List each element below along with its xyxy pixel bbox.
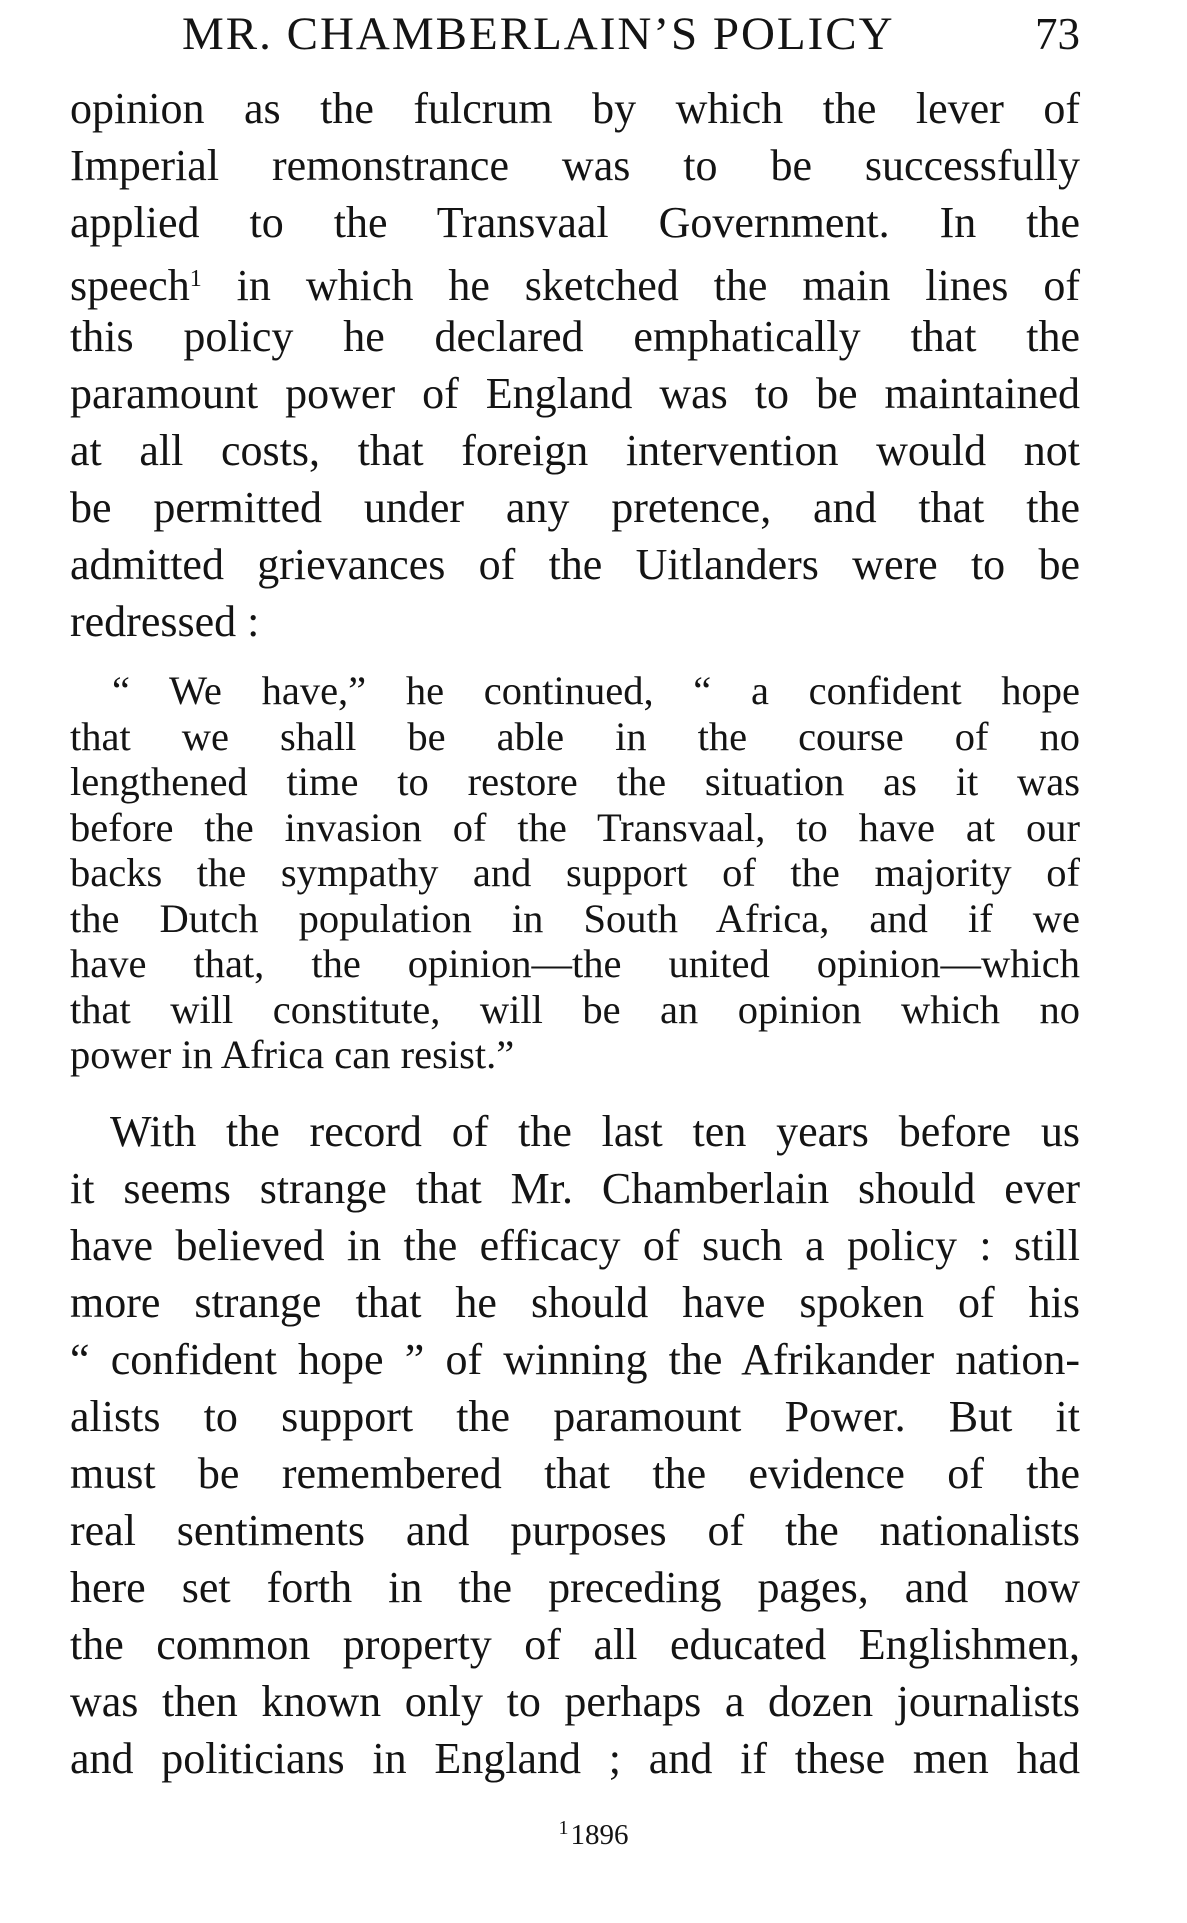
quote-line: that we shall be able in the course of no [70,713,1080,759]
text-line: “ confident hope ” of winning the Afrikander nation- [70,1335,1080,1384]
text-line: it seems strange that Mr. Chamberlain should ever [70,1164,1080,1213]
text-line: be permitted under any pretence, and that the [70,483,1080,532]
running-head [70,4,1080,64]
quote-line: that will constitute, will be an opinion which no [70,986,1080,1032]
page-number: 73 [1035,9,1080,59]
text-line: applied to the Transvaal Government. In the [70,198,1080,247]
text-line: Imperial remonstrance was to be successfully [70,141,1080,190]
footnote [0,1810,1187,1853]
text-line: at all costs, that foreign intervention would not [70,426,1080,475]
paragraph-2 [70,1103,1080,1787]
text-line: this policy he declared emphatically that the [70,312,1080,361]
text-line: alists to support the paramount Power. But it [70,1392,1080,1441]
quote-line: before the invasion of the Transvaal, to have at our [70,804,1080,850]
quote-line: backs the sympathy and support of the majority of [70,850,1080,895]
text-line: was then known only to perhaps a dozen journalists [70,1677,1080,1726]
text-fragment: speech [70,261,190,310]
paragraph-1 [70,80,1080,650]
text-line: opinion as the fulcrum by which the lever of [70,84,1080,133]
text-line: must be remembered that the evidence of the [70,1449,1080,1498]
text-line: here set forth in the preceding pages, and now [70,1563,1080,1612]
text-line: the common property of all educated Englishmen, [70,1620,1080,1669]
text-line: more strange that he should have spoken of his [70,1278,1080,1327]
quote-line: the Dutch population in South Africa, and if we [70,895,1080,941]
text-line: and politicians in England ; and if these men had [70,1734,1080,1783]
footnote-reference: 1 [189,266,202,292]
block-quote [70,668,1080,1078]
text-line: redressed : [70,597,260,646]
quote-line: have that, the opinion—the united opinion—which [70,941,1080,986]
text-line: have believed in the efficacy of such a policy : still [70,1221,1080,1270]
text-fragment: in which he sketched the main lines of [236,261,1080,310]
quote-line: “ We have,” he continued, “ a confident hope [112,668,1080,713]
text-line-with-footnote [70,251,1080,308]
footnote-text: 1896 [570,1819,629,1851]
text-line: real sentiments and purposes of the nationalists [70,1506,1080,1555]
text-line: With the record of the last ten years before us [110,1107,1080,1156]
text-line: paramount power of England was to be maintained [70,369,1080,418]
footnote-mark: 1 [558,1817,569,1839]
quote-line: power in Africa can resist.” [70,1032,515,1077]
quote-line: lengthened time to restore the situation as it was [70,759,1080,804]
text-line: admitted grievances of the Uitlanders were to be [70,540,1080,589]
running-title: MR. CHAMBERLAIN’S POLICY [182,8,895,60]
